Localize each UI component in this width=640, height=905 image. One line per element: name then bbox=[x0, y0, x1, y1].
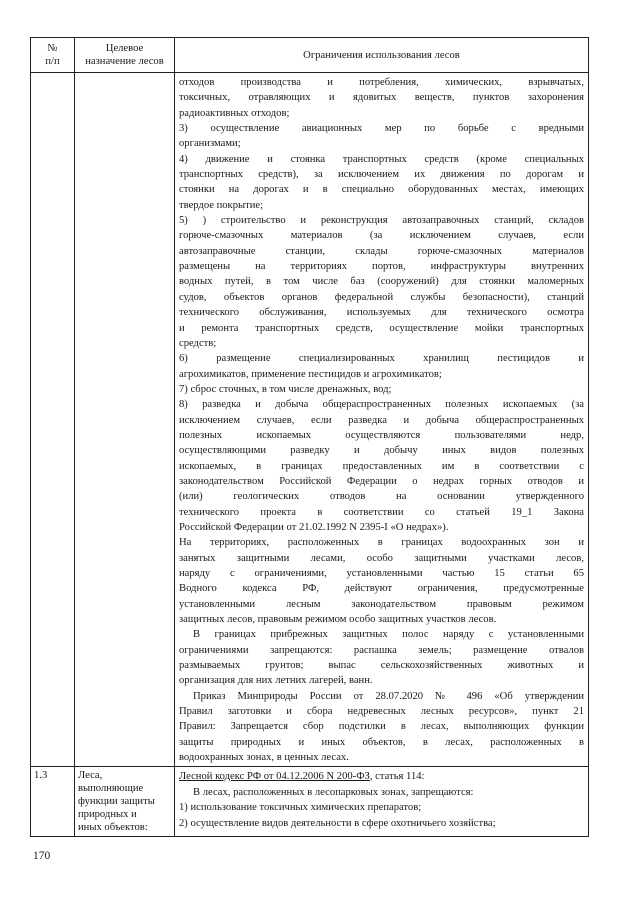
row2-number: 1.3 bbox=[34, 770, 48, 782]
header-purpose-line1: Целевое bbox=[105, 43, 144, 54]
purpose-line: функции защиты bbox=[78, 796, 155, 808]
text-line: защитных лесов, правовым режимом особо защитных участков лесов. bbox=[179, 614, 497, 626]
row2-number-cell bbox=[31, 767, 75, 837]
text-line: законодательством Российской Федерации о недрах горных отводов и bbox=[179, 475, 584, 487]
text-line: Российской Федерации от 21.02.1992 N 2395-I «О недрах»). bbox=[179, 521, 449, 533]
purpose-line: Леса, bbox=[78, 770, 103, 782]
text-line: ограничениями запрещаются: распашка земель; размещение отвалов bbox=[179, 644, 584, 656]
text-line: организация для них летних лагерей, ванн. bbox=[179, 675, 373, 687]
row2-purpose-text bbox=[78, 769, 171, 834]
text-line: полезных ископаемых осуществляются пользователями недр, bbox=[179, 429, 584, 441]
text-line: занятых защитными лесами, особо защитными участками лесов, bbox=[179, 552, 584, 564]
text-line: технического обслуживания, используемых для технического осмотра bbox=[179, 307, 584, 319]
row2-restrictions-text bbox=[179, 785, 584, 831]
text-line: агрохимикатов, применение пестицидов и агрохимикатов; bbox=[179, 368, 442, 380]
text-line: осуществляющими разведку и добычу иных видов полезных bbox=[179, 445, 584, 457]
text-line: ископаемых, в границах предоставленных им в соответствии с bbox=[179, 460, 584, 472]
text-line: горюче-смазочных материалов (за исключением случаев, если bbox=[179, 230, 584, 242]
row2-purpose-cell bbox=[75, 767, 175, 837]
text-line: водных путей, в том числе баз (сооружений) для стоянки маломерных bbox=[179, 276, 584, 288]
row2-restrictions-cell bbox=[175, 767, 589, 837]
header-number-line2: п/п bbox=[45, 56, 60, 67]
text-line: средств; bbox=[179, 337, 217, 349]
table-row bbox=[31, 767, 589, 837]
text-line: На территориях, расположенных в границах водоохранных зон и bbox=[179, 537, 584, 549]
text-line: размываемых грунтов; выпас сельскохозяйственных животных и bbox=[179, 660, 584, 672]
text-line: размещены на территориях портов, инфраструктуры внутренних bbox=[179, 261, 584, 273]
purpose-line: выполняющие bbox=[78, 783, 144, 795]
header-purpose-line2: назначение лесов bbox=[85, 56, 164, 67]
row1-restrictions-text bbox=[179, 75, 584, 765]
text-line: 5) ) строительство и реконструкция автозаправочных станций, складов bbox=[179, 215, 584, 227]
text-line: 6) размещение специализированных хранилищ пестицидов и bbox=[179, 353, 584, 365]
text-line: твердое покрытие; bbox=[179, 199, 264, 211]
text-line: отходов производства и потребления, химических, взрывчатых, bbox=[179, 77, 584, 88]
purpose-line: иных объектов: bbox=[78, 822, 148, 834]
text-line: Водного кодекса РФ, действуют ограничения, предусмотренные bbox=[179, 583, 584, 595]
text-line: и ремонта транспортных средств, осуществление мойки транспортных bbox=[179, 322, 584, 334]
text-line: 7) сброс сточных, в том числе дренажных, вод; bbox=[179, 383, 392, 395]
text-line: транспортных средств), за исключением их движения по дорогам и bbox=[179, 169, 584, 181]
text-line: 1) использование токсичных химических препаратов; bbox=[179, 802, 422, 814]
text-line: Правил заготовки и сбора недревесных лесных ресурсов», пункт 21 bbox=[179, 706, 584, 718]
row1-number-cell bbox=[31, 73, 75, 767]
text-line: В лесах, расположенных в лесопарковых зонах, запрещаются: bbox=[193, 786, 474, 798]
text-line: 8) разведка и добыча общераспространенных полезных ископаемых (за bbox=[179, 399, 584, 411]
text-line: судов, объектов органов федеральной службы безопасности), станций bbox=[179, 291, 584, 303]
header-number bbox=[31, 38, 75, 73]
text-line: (или) геологических отводов на основании утвержденного bbox=[179, 491, 584, 503]
header-number-line1: № bbox=[47, 43, 58, 54]
text-line: автозаправочные станции, склады горюче-смазочных материалов bbox=[179, 245, 584, 257]
text-line: Приказ Минприроды России от 28.07.2020 № 496 «Об утверждении bbox=[193, 690, 584, 702]
text-line: 4) движение и стоянка транспортных средств (кроме специальных bbox=[179, 153, 584, 165]
law-reference-tail: , статья 114: bbox=[369, 771, 425, 783]
table-header-row bbox=[31, 38, 589, 73]
text-line: радиоактивных отходов; bbox=[179, 107, 290, 119]
text-line: Правил: Запрещается сбор подстилки в лесах, выполняющих функции bbox=[179, 721, 584, 733]
text-line: наряду с ограничениями, установленными частью 15 статьи 65 bbox=[179, 568, 584, 579]
text-line: 2) осуществление видов деятельности в сфере охотничьего хозяйства; bbox=[179, 817, 496, 829]
row1-purpose-cell bbox=[75, 73, 175, 767]
restrictions-table bbox=[30, 37, 589, 837]
row1-restrictions-cell bbox=[175, 73, 589, 767]
text-line: исключением случаев, если разведка и добыча общераспространенных bbox=[179, 414, 584, 426]
header-restrictions: Ограничения использования лесов bbox=[175, 38, 589, 73]
text-line: В границах прибрежных защитных полос наряду с установленными bbox=[193, 629, 584, 641]
text-line: водоохранных зонах, в ценных лесах. bbox=[179, 752, 349, 764]
text-line: 3) осуществление авиационных мер по борьбе с вредными bbox=[179, 123, 584, 135]
text-line: токсичных, отравляющих и ядовитых веществ, пунктов захоронения bbox=[179, 92, 584, 104]
text-line: технического проекта в соответствии со статьей 19_1 Закона bbox=[179, 506, 584, 518]
text-line: стоянки на дорогах и в специально оборудованных местах, имеющих bbox=[179, 184, 584, 196]
table-row bbox=[31, 73, 589, 767]
text-line: защиты природных и иных объектов, в лесах, расположенных в bbox=[179, 736, 584, 748]
page-number: 170 bbox=[33, 850, 51, 862]
text-line: организмами; bbox=[179, 138, 241, 150]
row2-law-reference bbox=[179, 769, 584, 784]
header-purpose bbox=[75, 38, 175, 73]
text-line: установленными лесным законодательством правовым режимом bbox=[179, 598, 584, 610]
law-reference-link[interactable]: Лесной кодекс РФ от 04.12.2006 N 200-ФЗ bbox=[179, 771, 370, 783]
purpose-line: природных и bbox=[78, 809, 137, 821]
